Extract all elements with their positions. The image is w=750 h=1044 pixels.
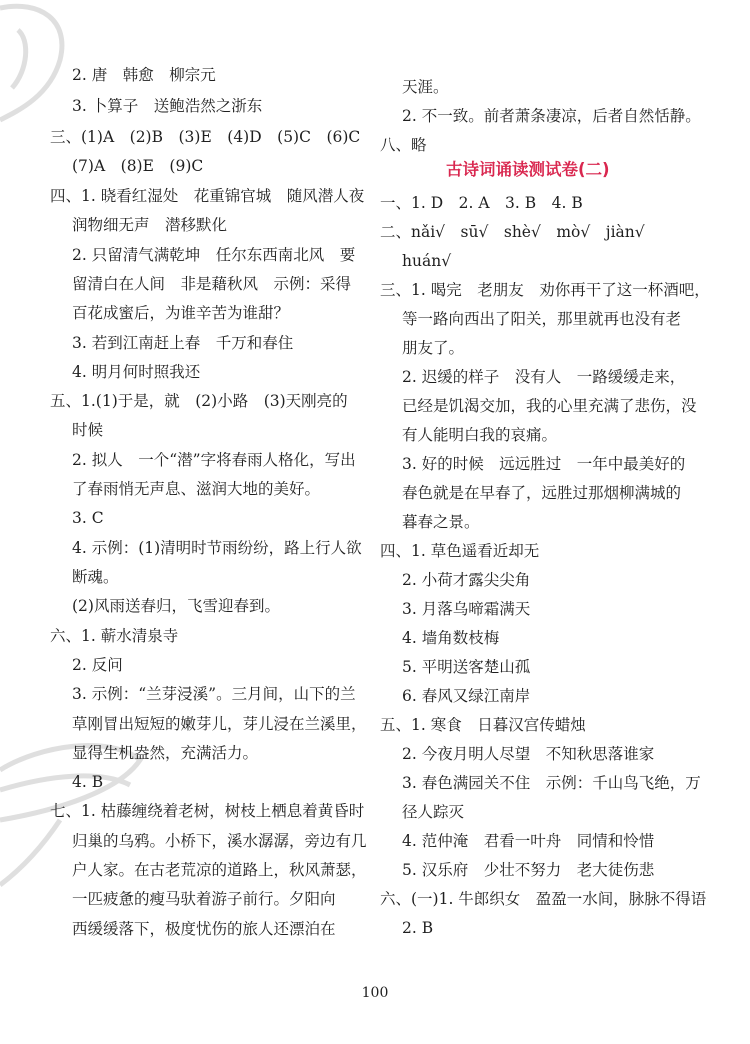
answer-line: 六、1. 蕲水清泉寺 — [50, 627, 179, 645]
answer-line: 百花成蜜后，为谁辛苦为谁甜？ — [72, 304, 290, 322]
answer-line: 七、1. 枯藤缠绕着老树，树枝上栖息着黄昏时 — [50, 802, 365, 820]
answer-line: 4. 墙角数枝梅 — [402, 629, 500, 647]
answer-line: 了春雨悄无声息、滋润大地的美好。 — [72, 480, 321, 498]
answer-line: 春色就是在早春了，远胜过那烟柳满城的 — [402, 484, 682, 502]
answer-line: 4. 范仲淹 君看一叶舟 同情和怜惜 — [402, 832, 655, 850]
answer-line: 草刚冒出短短的嫩芽儿，芽儿浸在兰溪里， — [72, 715, 367, 733]
answer-line: 已经是饥渴交加，我的心里充满了悲伤，没 — [402, 397, 697, 415]
answer-line: 2. 反问 — [72, 656, 123, 674]
answer-line: 4. 示例：(1)清明时节雨纷纷，路上行人欲 — [72, 539, 362, 557]
answer-line: huán√ — [402, 252, 452, 270]
answer-line: 2. 唐 韩愈 柳宗元 — [72, 66, 216, 84]
answer-line: 显得生机盎然，充满活力。 — [72, 744, 259, 762]
answer-line: 一匹疲惫的瘦马驮着游子前行。夕阳向 — [72, 890, 336, 908]
answer-line: 有人能明白我的哀痛。 — [402, 426, 558, 444]
answer-line: 2. B — [402, 919, 434, 937]
answer-line: 3. 春色满园关不住 示例：千山鸟飞绝，万 — [402, 774, 701, 792]
answer-line: 3. 月落乌啼霜满天 — [402, 600, 531, 618]
answer-line: 4. 明月何时照我还 — [72, 363, 201, 381]
answer-line: 三、1. 喝完 老朋友 劝你再干了这一杯酒吧， — [380, 281, 710, 299]
answer-line: 朋友了。 — [402, 339, 465, 357]
answer-line: 4. B — [72, 773, 104, 791]
answer-line: 五、1.(1)于是，就 (2)小路 (3)天刚亮的 — [50, 392, 348, 410]
answer-line: 断魂。 — [72, 568, 119, 586]
answer-line: 四、1. 晓看红湿处 花重锦官城 随风潜人夜 — [50, 187, 365, 205]
answer-line: 2. 小荷才露尖尖角 — [402, 571, 531, 589]
answer-line: 3. 若到江南赶上春 千万和春住 — [72, 334, 294, 352]
answer-line: 五、1. 寒食 日暮汉宫传蜡烛 — [380, 716, 586, 734]
answer-line: 暮春之景。 — [402, 513, 480, 531]
answer-line: 5. 汉乐府 少壮不努力 老大徒伤悲 — [402, 861, 655, 879]
answer-line: 一、1. D 2. A 3. B 4. B — [380, 194, 583, 212]
answer-line: 天涯。 — [402, 78, 449, 96]
answer-line: 6. 春风又绿江南岸 — [402, 687, 531, 705]
answer-line: (7)A (8)E (9)C — [72, 157, 204, 175]
answer-line: 六、(一)1. 牛郎织女 盈盈一水间，脉脉不得语 — [380, 890, 707, 908]
answer-line: 3. 示例：“兰芽浸溪”。三月间，山下的兰 — [72, 685, 356, 703]
answer-line: 2. 只留清气满乾坤 任尔东西南北风 要 — [72, 246, 356, 264]
answer-line: 2. 迟缓的样子 没有人 一路缓缓走来， — [402, 368, 686, 386]
answer-line: 等一路向西出了阳关，那里就再也没有老 — [402, 310, 682, 328]
answer-line: 八、略 — [380, 136, 427, 154]
answer-line: 时候 — [72, 421, 104, 439]
answer-line: 三、(1)A (2)B (3)E (4)D (5)C (6)C — [50, 128, 361, 146]
answer-line: 西缓缓落下，极度忧伤的旅人还漂泊在 — [72, 920, 336, 938]
answer-line: 3. 好的时候 远远胜过 一年中最美好的 — [402, 455, 686, 473]
answer-line: (2)风雨送春归，飞雪迎春到。 — [72, 597, 280, 615]
answer-line: 归巢的乌鸦。小桥下，溪水潺潺，旁边有几 — [72, 832, 367, 850]
section-title: 古诗词诵读测试卷(二) — [446, 160, 610, 179]
answer-line: 户人家。在古老荒凉的道路上，秋风萧瑟， — [72, 861, 367, 879]
answer-line: 3. C — [72, 509, 104, 527]
answer-line: 四、1. 草色遥看近却无 — [380, 542, 540, 560]
answer-line: 润物细无声 潜移默化 — [72, 216, 228, 234]
answer-line: 径人踪灭 — [402, 803, 465, 821]
answer-line: 2. 不一致。前者萧条凄凉，后者自然恬静。 — [402, 107, 701, 125]
answer-line: 二、nǎi√ sū√ shè√ mò√ jiàn√ — [380, 223, 645, 241]
answer-line: 留清白在人间 非是藉秋风 示例：采得 — [72, 275, 352, 293]
answer-line: 2. 今夜月明人尽望 不知秋思落谁家 — [402, 745, 655, 763]
answer-line: 2. 拟人 一个“潜”字将春雨人格化，写出 — [72, 451, 356, 469]
answer-line: 5. 平明送客楚山孤 — [402, 658, 531, 676]
answer-line: 3. 卜算子 送鲍浩然之浙东 — [72, 97, 263, 115]
page-number: 100 — [361, 985, 389, 1001]
